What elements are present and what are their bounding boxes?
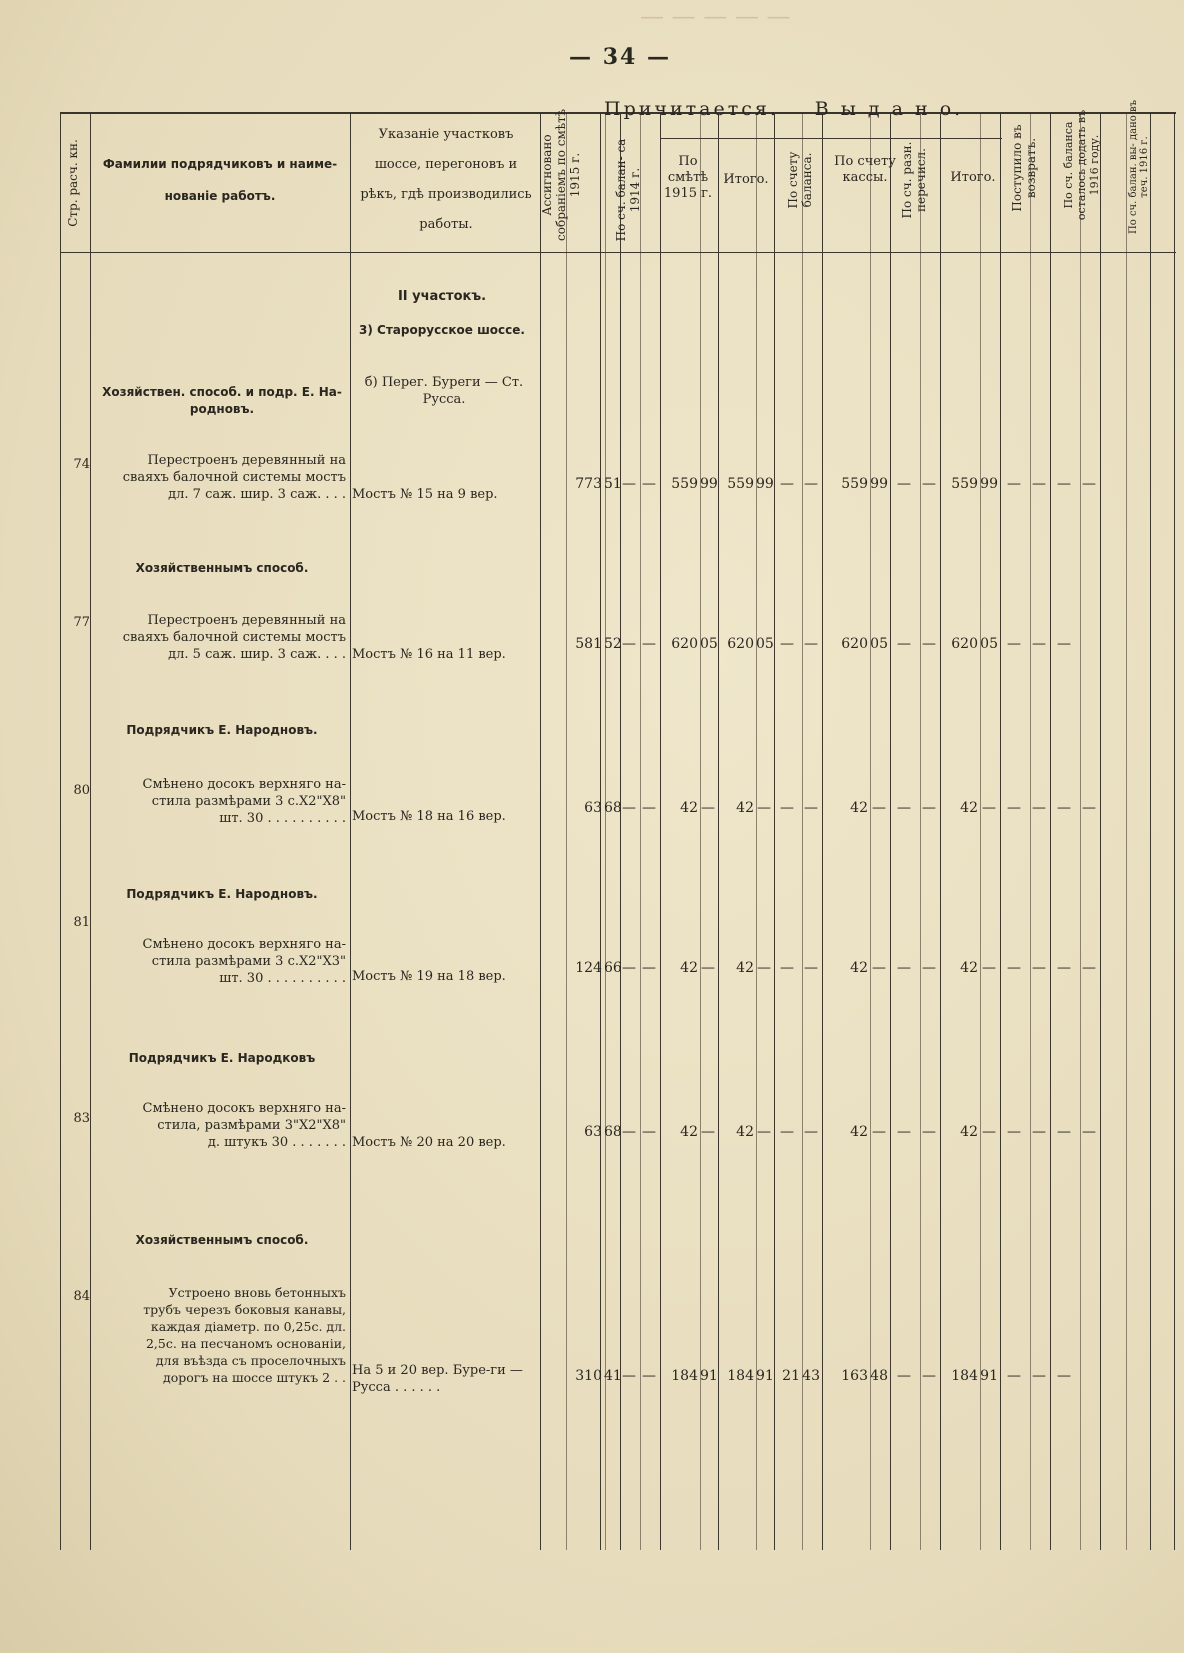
amount-due-1915-kop: — bbox=[701, 960, 715, 976]
header-paid-balance: По счету баланса. bbox=[786, 151, 814, 209]
amount-due-1914-rub: — bbox=[622, 800, 636, 816]
amount-paid-transfers-rub: — bbox=[897, 1124, 911, 1140]
amount-due-total-kop: — bbox=[757, 1124, 771, 1140]
amount-due-total-kop: 91 bbox=[756, 1368, 774, 1384]
header-contractors: Фамилии подрядчиковъ и наиме-нованіе работъ. bbox=[102, 157, 338, 203]
amount-returned-rub: — bbox=[1007, 636, 1021, 652]
amount-due-total-rub: 42 bbox=[736, 960, 754, 976]
amount-paid-cash-rub: 559 bbox=[841, 476, 868, 492]
amount-paid-transfers-rub: — bbox=[897, 636, 911, 652]
amount-paid-total-rub: 184 bbox=[951, 1368, 978, 1384]
amount-due-1914-kop: — bbox=[642, 960, 656, 976]
amount-due-1914-kop: — bbox=[642, 1124, 656, 1140]
amount-paid-transfers-rub: — bbox=[897, 960, 911, 976]
amount-due-1914-rub: — bbox=[622, 1124, 636, 1140]
place-label: Мостъ № 19 на 18 вер. bbox=[352, 969, 506, 984]
block-heading: Хозяйственнымъ способ. bbox=[135, 1233, 309, 1247]
amount-paid-balance-rub: — bbox=[780, 476, 794, 492]
amount-paid-balance-kop: — bbox=[804, 476, 818, 492]
header-due-total: Итого. bbox=[723, 172, 769, 187]
amount-returned-kop: — bbox=[1032, 960, 1046, 976]
header-paid-total: Итого. bbox=[950, 170, 996, 185]
amount-due-total-rub: 559 bbox=[727, 476, 754, 492]
header-paid-transfers: По сч. разн. перечисл. bbox=[900, 141, 928, 219]
amount-paid-balance-rub: — bbox=[780, 1124, 794, 1140]
amount-assigned-rub: 63 bbox=[584, 800, 602, 816]
amount-paid-transfers-rub: — bbox=[897, 476, 911, 492]
amount-paid-balance-kop: — bbox=[804, 636, 818, 652]
amount-returned-kop: — bbox=[1032, 476, 1046, 492]
amount-paid-total-kop: — bbox=[982, 1124, 996, 1140]
amount-paid-cash-kop: 48 bbox=[870, 1368, 888, 1384]
amount-due-1915-rub: 42 bbox=[680, 960, 698, 976]
header-due-1914: По сч. балан- са 1914 г. bbox=[614, 138, 642, 242]
section-title: II участокъ. bbox=[397, 289, 487, 304]
amount-paid-transfers-kop: — bbox=[922, 1124, 936, 1140]
amount-paid-transfers-kop: — bbox=[922, 476, 936, 492]
header-page-ref: Стр. расч. кн. bbox=[66, 139, 80, 227]
amount-due-1914-kop: — bbox=[642, 800, 656, 816]
amount-due-1914-rub: — bbox=[622, 476, 636, 492]
place-label: Мостъ № 20 на 20 вер. bbox=[352, 1135, 506, 1150]
amount-returned-rub: — bbox=[1007, 1124, 1021, 1140]
amount-due-1915-rub: 559 bbox=[671, 476, 698, 492]
amount-paid-transfers-rub: — bbox=[897, 1368, 911, 1384]
amount-paid-total-rub: 42 bbox=[960, 1124, 978, 1140]
amount-assigned-rub: 124 bbox=[575, 960, 602, 976]
amount-paid-balance-kop: 43 bbox=[802, 1368, 820, 1384]
amount-due-total-kop: — bbox=[757, 800, 771, 816]
work-description: Устроено вновь бетонныхъ трубъ черезъ боковыя канавы, каждая діаметр. по 0,25с. дл. 2,5с. на песчаномъ основаніи, для въѣзда съ проселочныхъ дорогъ на шоссе штукъ 2 . . bbox=[143, 1285, 346, 1385]
amount-paid-total-rub: 620 bbox=[951, 636, 978, 652]
block-heading: Хозяйственнымъ способ. bbox=[135, 561, 309, 575]
work-description: Смѣнено досокъ верхняго на- стила размѣрами 3 с.Х2"Х8" шт. 30 . . . . . . . . . . bbox=[142, 777, 346, 826]
header-assigned: Ассигновано собраніемъ по смѣтѣ 1915 г. bbox=[540, 109, 582, 241]
amount-due-1915-rub: 184 bbox=[671, 1368, 698, 1384]
place-label: Мостъ № 18 на 16 вер. bbox=[352, 809, 506, 824]
bleed-through-scribble: — — — — — bbox=[640, 2, 791, 30]
amount-remain-rub: — bbox=[1057, 800, 1071, 816]
block-heading: Подрядчикъ Е. Народковъ bbox=[128, 1051, 316, 1065]
page-number: — 34 — bbox=[569, 44, 671, 70]
amount-returned-rub: — bbox=[1007, 1368, 1021, 1384]
amount-paid-balance-kop: — bbox=[804, 800, 818, 816]
header-paid-cash: По счету кассы. bbox=[834, 154, 896, 185]
amount-assigned-kop: 68 bbox=[604, 1124, 622, 1140]
amount-paid-total-rub: 42 bbox=[960, 960, 978, 976]
amount-remain-kop: — bbox=[1082, 1124, 1096, 1140]
amount-assigned-kop: 51 bbox=[604, 476, 622, 492]
header-sections: Указаніе участковъ шоссе, перегоновъ и рѣкъ, гдѣ производились работы. bbox=[360, 127, 532, 232]
amount-paid-total-kop: 91 bbox=[980, 1368, 998, 1384]
amount-remain-rub: — bbox=[1057, 636, 1071, 652]
place-label: На 5 и 20 вер. Буре-ги — Русса . . . . . . bbox=[352, 1363, 523, 1395]
page-ref: 84 bbox=[73, 1289, 90, 1304]
place-label: Мостъ № 16 на 11 вер. bbox=[352, 647, 506, 662]
amount-paid-cash-rub: 163 bbox=[841, 1368, 868, 1384]
amount-due-1915-rub: 620 bbox=[671, 636, 698, 652]
amount-remain-rub: — bbox=[1057, 1124, 1071, 1140]
amount-paid-cash-kop: 05 bbox=[870, 636, 888, 652]
amount-returned-kop: — bbox=[1032, 1124, 1046, 1140]
header-group-paid: В ы д а н о. bbox=[814, 98, 964, 120]
header-remain-1916: По сч. баланса осталось додать въ 1916 году. bbox=[1062, 109, 1101, 221]
segment-label: б) Перег. Буреги — Ст. Русса. bbox=[364, 375, 524, 407]
amount-paid-cash-kop: 99 bbox=[870, 476, 888, 492]
amount-due-1915-kop: 91 bbox=[700, 1368, 718, 1384]
amount-assigned-kop: 68 bbox=[604, 800, 622, 816]
amount-paid-total-rub: 559 bbox=[951, 476, 978, 492]
header-returned: Поступило въ возвратъ. bbox=[1010, 124, 1038, 212]
amount-paid-total-kop: 05 bbox=[980, 636, 998, 652]
amount-returned-kop: — bbox=[1032, 1368, 1046, 1384]
amount-returned-kop: — bbox=[1032, 636, 1046, 652]
amount-paid-transfers-rub: — bbox=[897, 800, 911, 816]
amount-paid-cash-rub: 42 bbox=[850, 1124, 868, 1140]
page-ref: 77 bbox=[73, 615, 90, 630]
header-due-1915: По смѣтѣ 1915 г. bbox=[663, 154, 713, 201]
amount-remain-rub: — bbox=[1057, 476, 1071, 492]
amount-paid-balance-rub: — bbox=[780, 800, 794, 816]
work-description: Смѣнено досокъ верхняго на- стила размѣрами 3 с.Х2"Х3" шт. 30 . . . . . . . . . . bbox=[142, 937, 346, 986]
amount-remain-rub: — bbox=[1057, 960, 1071, 976]
amount-due-total-kop: — bbox=[757, 960, 771, 976]
page-ref: 81 bbox=[73, 915, 90, 930]
amount-assigned-kop: 52 bbox=[604, 636, 622, 652]
amount-assigned-rub: 773 bbox=[575, 476, 602, 492]
amount-paid-transfers-kop: — bbox=[922, 960, 936, 976]
amount-due-1914-rub: — bbox=[622, 1368, 636, 1384]
amount-due-total-kop: 05 bbox=[756, 636, 774, 652]
amount-assigned-kop: 41 bbox=[604, 1368, 622, 1384]
page-ref: 80 bbox=[73, 783, 90, 798]
work-description: Перестроенъ деревянный на сваяхъ балочной системы мостъ дл. 5 саж. шир. 3 саж. . . . bbox=[122, 613, 346, 662]
amount-due-1914-kop: — bbox=[642, 636, 656, 652]
header-group-due: Причитается. bbox=[604, 98, 779, 120]
amount-remain-rub: — bbox=[1057, 1368, 1071, 1384]
amount-due-1915-kop: — bbox=[701, 800, 715, 816]
amount-paid-total-rub: 42 bbox=[960, 800, 978, 816]
amount-returned-rub: — bbox=[1007, 960, 1021, 976]
amount-due-1914-rub: — bbox=[622, 960, 636, 976]
amount-remain-kop: — bbox=[1082, 476, 1096, 492]
road-title: 3) Старорусское шоссе. bbox=[359, 323, 525, 337]
amount-assigned-rub: 310 bbox=[575, 1368, 602, 1384]
amount-assigned-kop: 66 bbox=[604, 960, 622, 976]
amount-remain-kop: — bbox=[1082, 960, 1096, 976]
amount-due-total-rub: 620 bbox=[727, 636, 754, 652]
amount-returned-kop: — bbox=[1032, 800, 1046, 816]
work-description: Смѣнено досокъ верхняго на- стила, размѣрами 3"Х2"Х8" д. штукъ 30 . . . . . . . bbox=[142, 1101, 346, 1150]
block-heading: Подрядчикъ Е. Народновъ. bbox=[126, 723, 318, 737]
amount-due-1914-kop: — bbox=[642, 1368, 656, 1384]
amount-paid-cash-kop: — bbox=[872, 960, 886, 976]
amount-returned-rub: — bbox=[1007, 800, 1021, 816]
header-paid-1916: По сч. балан. вы- дано въ теч. 1916 г. bbox=[1128, 100, 1150, 234]
amount-paid-transfers-kop: — bbox=[922, 800, 936, 816]
amount-paid-transfers-kop: — bbox=[922, 1368, 936, 1384]
amount-due-1914-kop: — bbox=[642, 476, 656, 492]
amount-due-1914-rub: — bbox=[622, 636, 636, 652]
amount-paid-balance-kop: — bbox=[804, 1124, 818, 1140]
amount-paid-cash-rub: 42 bbox=[850, 960, 868, 976]
amount-paid-cash-kop: — bbox=[872, 1124, 886, 1140]
block-heading: Подрядчикъ Е. Народновъ. bbox=[126, 887, 318, 901]
amount-returned-rub: — bbox=[1007, 476, 1021, 492]
block-heading: Хозяйствен. способ. и подр. Е. На-родновъ. bbox=[102, 385, 342, 416]
work-description: Перестроенъ деревянный на сваяхъ балочной системы мостъ дл. 7 саж. шир. 3 саж. . . . bbox=[122, 453, 346, 502]
amount-paid-transfers-kop: — bbox=[922, 636, 936, 652]
amount-due-1915-rub: 42 bbox=[680, 1124, 698, 1140]
amount-paid-cash-rub: 42 bbox=[850, 800, 868, 816]
place-label: Мостъ № 15 на 9 вер. bbox=[352, 487, 498, 502]
amount-due-total-rub: 42 bbox=[736, 800, 754, 816]
amount-paid-balance-rub: — bbox=[780, 960, 794, 976]
amount-paid-balance-rub: 21 bbox=[782, 1368, 800, 1384]
amount-paid-cash-rub: 620 bbox=[841, 636, 868, 652]
amount-assigned-rub: 581 bbox=[575, 636, 602, 652]
amount-paid-total-kop: — bbox=[982, 800, 996, 816]
amount-due-1915-kop: 05 bbox=[700, 636, 718, 652]
amount-paid-total-kop: — bbox=[982, 960, 996, 976]
amount-due-total-kop: 99 bbox=[756, 476, 774, 492]
amount-paid-total-kop: 99 bbox=[980, 476, 998, 492]
amount-remain-kop: — bbox=[1082, 800, 1096, 816]
page-ref: 83 bbox=[73, 1111, 90, 1126]
amount-paid-balance-rub: — bbox=[780, 636, 794, 652]
amount-due-1915-rub: 42 bbox=[680, 800, 698, 816]
amount-assigned-rub: 63 bbox=[584, 1124, 602, 1140]
page-ref: 74 bbox=[73, 457, 90, 472]
amount-due-total-rub: 42 bbox=[736, 1124, 754, 1140]
amount-paid-balance-kop: — bbox=[804, 960, 818, 976]
amount-due-1915-kop: 99 bbox=[700, 476, 718, 492]
amount-due-1915-kop: — bbox=[701, 1124, 715, 1140]
amount-paid-cash-kop: — bbox=[872, 800, 886, 816]
amount-due-total-rub: 184 bbox=[727, 1368, 754, 1384]
